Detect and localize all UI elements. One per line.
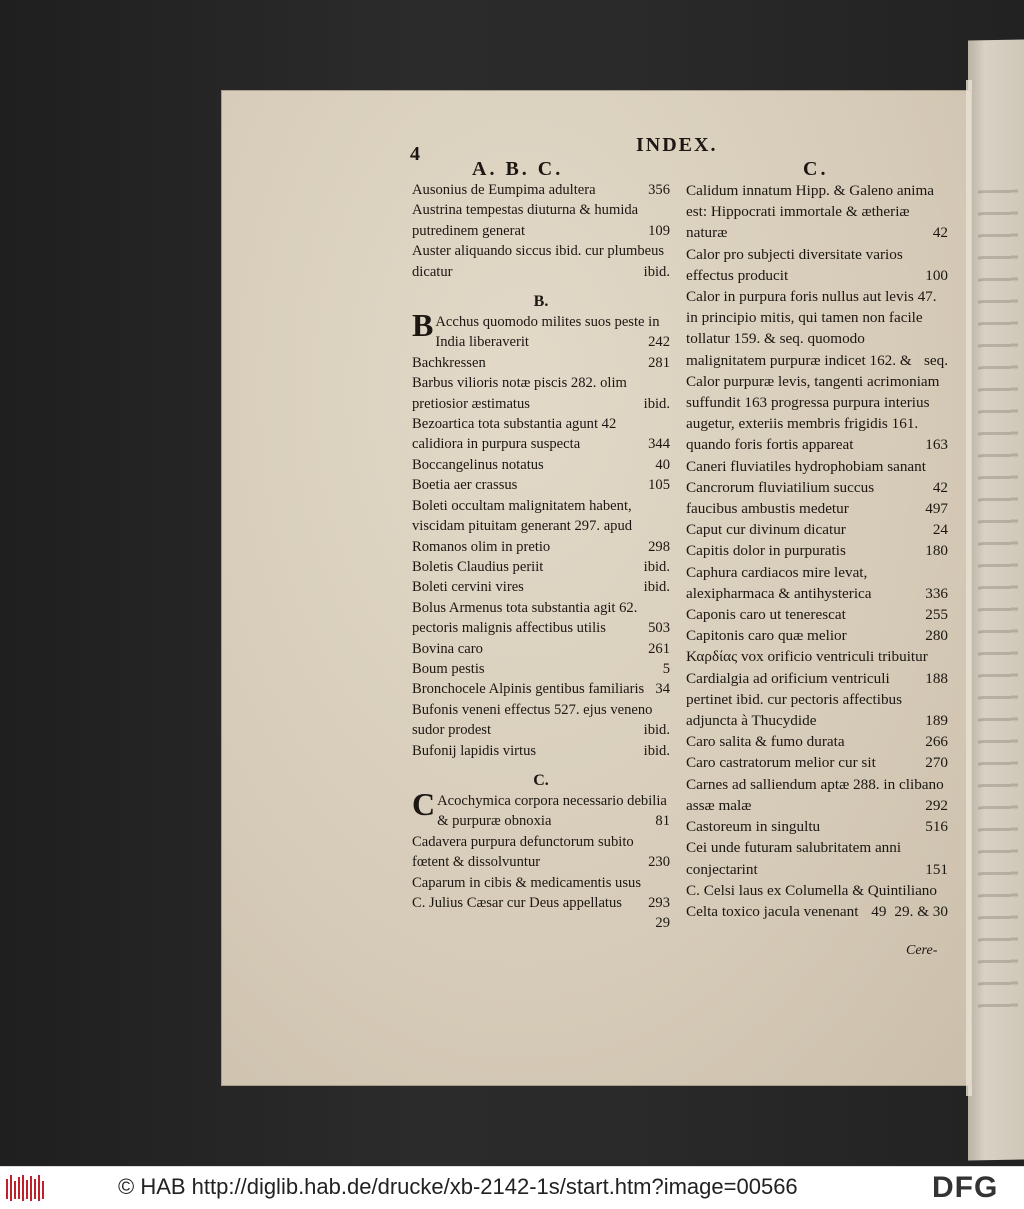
entry-page: 81 — [655, 813, 670, 830]
entry-text: Capitis dolor in purpuratis — [686, 542, 846, 560]
right-column-letter: C. — [803, 158, 829, 180]
index-entry — [412, 832, 670, 873]
entry-text: Bufonis veneni effectus 527. ejus veneno sudor prodest — [412, 701, 653, 739]
entry-text: Boletis Claudius periit — [412, 558, 544, 575]
entry-page: 230 — [648, 854, 670, 871]
index-entry — [686, 540, 948, 561]
index-entry — [412, 373, 670, 414]
entry-page: 266 — [925, 733, 948, 751]
index-entry — [412, 455, 670, 475]
dfg-logo: DFG — [932, 1171, 999, 1204]
entry-text: Cadavera purpura defunctorum subito fœtent & dissolvuntur — [412, 833, 634, 871]
entry-text: Caneri fluviatiles hydrophobiam sanant — [686, 457, 926, 475]
left-column-letters: A. B. C. — [472, 158, 564, 180]
index-entry — [686, 625, 948, 646]
index-entry — [412, 700, 670, 741]
index-entry — [412, 598, 670, 639]
index-entry — [686, 456, 948, 496]
entry-text: Castoreum in singultu — [686, 818, 821, 836]
index-entry — [686, 519, 948, 540]
entry-page: 34 — [655, 681, 670, 698]
entry-text: Cei unde futuram salubritatem anni conjectarint — [686, 839, 902, 878]
entry-text: Bolus Armenus tota substantia agit 62. pectoris malignis affectibus utilis — [412, 599, 638, 637]
entry-page: ibid. — [643, 558, 670, 575]
entry-text: Ausonius de Eumpima adultera — [412, 182, 596, 198]
entry-page: 40 — [655, 456, 670, 473]
page-gutter — [966, 80, 972, 1096]
index-entry — [412, 639, 670, 659]
entry-page: 42 — [932, 478, 948, 496]
index-entry — [412, 353, 670, 373]
entry-page: 180 — [925, 542, 948, 560]
entry-page: 42 — [932, 224, 948, 242]
entry-page: ibid. — [643, 263, 670, 280]
facing-page-edge — [968, 40, 1024, 1161]
entry-text: Acchus quomodo milites suos peste in India liberaverit — [435, 314, 660, 351]
entry-page: 497 — [925, 500, 948, 518]
entry-page: 298 — [648, 538, 670, 555]
entry-page: 24 — [932, 521, 948, 539]
index-entry — [412, 496, 670, 557]
section-heading: C. — [533, 771, 549, 789]
index-entry — [412, 679, 670, 699]
entry-page: 151 — [925, 860, 948, 878]
entry-text: Carnes ad salliendum aptæ 288. in clibano assæ malæ — [686, 775, 944, 814]
index-entry — [412, 307, 670, 353]
entry-text: Capitonis caro quæ melior — [686, 627, 847, 645]
entry-text: Bufonij lapidis virtus — [412, 742, 537, 759]
index-entry — [412, 200, 670, 241]
entry-text: Bronchocele Alpinis gentibus familiaris — [412, 681, 645, 698]
index-entry — [686, 752, 948, 773]
entry-page: 109 — [648, 222, 670, 239]
entry-page: 29 — [655, 915, 670, 932]
entry-text: C. Celsi laus ex Columella & Quintiliano — [686, 881, 937, 899]
entry-text: Barbus vilioris notæ piscis 282. olim pretiosior æstimatus — [412, 375, 627, 412]
entry-text: Calor purpuræ levis, tangenti acrimoniam suffundit 163 progressa purpura interius augetur, exteriis membris frigidis 161. quando foris fortis appareat — [686, 372, 940, 454]
index-entry — [686, 244, 948, 286]
index-entry — [686, 837, 948, 879]
entry-text: Caput cur divinum dicatur — [686, 521, 846, 539]
hab-logo-icon — [6, 1175, 46, 1201]
index-entry — [412, 241, 670, 282]
entry-page: 280 — [925, 627, 948, 645]
viewer-footer — [0, 1166, 1024, 1209]
entry-page: 49 — [871, 902, 887, 920]
entry-text: Cancrorum fluviatilium succus faucibus ambustis medetur — [686, 478, 875, 518]
entry-page: 503 — [648, 620, 670, 637]
entry-text: Bezoartica tota substantia agunt 42 calidiora in purpura suspecta — [412, 416, 617, 453]
entry-text: Caparum in cibis & medicamentis usus — [412, 874, 642, 891]
index-entry — [686, 180, 948, 244]
entry-page: 270 — [925, 754, 948, 772]
index-entry — [686, 668, 948, 732]
entry-text: Bovina caro — [412, 640, 483, 657]
entry-page: 336 — [925, 584, 948, 602]
entry-page: 242 — [648, 334, 670, 351]
entry-text: Boleti cervini vires — [412, 579, 524, 596]
running-title: INDEX. — [636, 134, 718, 156]
right-index-column — [686, 180, 948, 922]
index-entry — [686, 604, 948, 625]
section-heading: B. — [533, 293, 549, 311]
entry-page: 356 — [648, 182, 670, 198]
index-entry — [686, 774, 948, 816]
entry-text: Auster aliquando siccus ibid. cur plumbeus dicatur — [412, 243, 665, 280]
index-entry — [412, 741, 670, 761]
entry-text: Austrina tempestas diuturna & humida putredinem generat — [412, 202, 639, 239]
index-entry — [686, 816, 948, 837]
entry-text: Calor pro subjecti diversitate varios effectus producit — [686, 245, 903, 284]
entry-page: 105 — [648, 477, 670, 494]
index-entry — [412, 475, 670, 495]
entry-text: Acochymica corpora necessario debilia & purpuræ obnoxia — [437, 792, 667, 830]
entry-text: Celta toxico jacula venenant — [686, 902, 859, 920]
entry-page: 516 — [925, 818, 948, 836]
index-entry — [686, 477, 948, 519]
entry-page: 5 — [662, 660, 670, 677]
entry-text: Calor in purpura foris nullus aut levis 47. in principio mitis, qui tamen non facile tollatur 159. & seq. quomodo malignitatem purpuræ indicet 162. & — [686, 288, 937, 369]
index-entry — [686, 371, 948, 456]
entry-text: Boetia aer crassus — [412, 477, 518, 494]
entry-page: 344 — [648, 436, 670, 453]
entry-page: 163 — [925, 436, 948, 454]
entry-page: 188 — [925, 669, 948, 687]
index-entry — [412, 577, 670, 597]
index-entry — [686, 731, 948, 752]
drop-capital: B — [412, 307, 434, 344]
entry-text: Boum pestis — [412, 660, 485, 677]
entry-text: C. Julius Cæsar cur Deus appellatus — [412, 895, 622, 911]
index-entry — [412, 659, 670, 679]
entry-page: 189 — [925, 712, 948, 730]
entry-page: seq. — [923, 351, 948, 369]
entry-text: Caponis caro ut tenerescat — [686, 606, 846, 624]
entry-text: Καρδίας vox orificio ventriculi tribuitur — [686, 648, 928, 666]
page-number: 4 — [410, 143, 420, 165]
entry-text: Cardialgia ad orificium ventriculi pertinet ibid. cur pectoris affectibus adjuncta à Thucydide — [686, 669, 903, 730]
footer-caption[interactable]: © HAB http://diglib.hab.de/drucke/xb-2142-1s/start.htm?image=00566 — [118, 1174, 798, 1199]
entry-page: 292 — [925, 796, 948, 814]
entry-text: Caphura cardiacos mire levat, alexipharmaca & antihysterica — [686, 563, 872, 602]
entry-text: Boccangelinus notatus — [412, 456, 544, 473]
entry-text: Calidum innatum Hipp. & Galeno anima est: Hippocrati immortale & ætheriæ naturæ — [686, 182, 935, 242]
entry-page: ibid. — [643, 395, 670, 412]
entry-page: 29. & 30 — [894, 902, 948, 920]
index-entry — [412, 893, 670, 932]
entry-page: 261 — [648, 640, 670, 657]
index-entry — [686, 562, 948, 604]
index-entry — [412, 180, 670, 200]
left-index-column — [412, 180, 670, 934]
entry-page: ibid. — [643, 722, 670, 739]
index-entry — [412, 414, 670, 455]
entry-page: ibid. — [643, 579, 670, 596]
entry-page: 255 — [925, 606, 948, 624]
index-entry — [686, 901, 948, 922]
entry-page: 281 — [648, 354, 670, 371]
entry-text: Caro salita & fumo durata — [686, 733, 845, 751]
index-entry — [686, 286, 948, 371]
entry-text: Boleti occultam malignitatem habent, viscidam pituitam generant 297. apud Romanos olim in pretio — [412, 497, 633, 555]
entry-page: ibid. — [643, 742, 670, 759]
drop-capital: C — [412, 785, 436, 822]
entry-page: 100 — [925, 266, 948, 284]
catchword: Cere- — [906, 943, 938, 958]
index-entry — [412, 785, 670, 832]
entry-text: Bachkressen — [412, 354, 486, 371]
index-entry — [686, 646, 948, 687]
entry-text: Caro castratorum melior cur sit — [686, 754, 876, 772]
entry-page: 293 — [648, 895, 670, 911]
index-entry — [412, 557, 670, 577]
